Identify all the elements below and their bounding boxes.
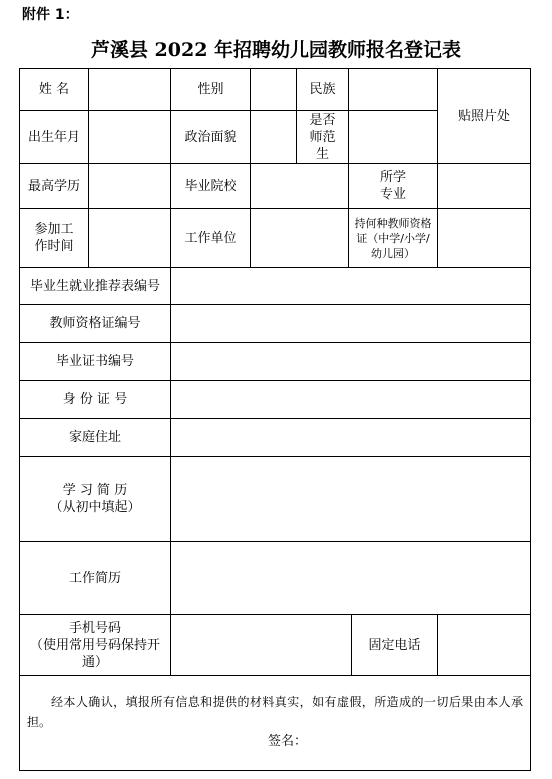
- label-diploma-no: 毕业证书编号: [19, 342, 171, 381]
- label-id-no: 身 份 证 号: [19, 380, 171, 419]
- label-gender: 性别: [170, 68, 251, 111]
- label-ethnicity: 民族: [296, 68, 349, 111]
- cert-type-field[interactable]: [437, 208, 531, 268]
- label-workplace: 工作单位: [170, 208, 251, 268]
- declaration-text: 经本人确认，填报所有信息和提供的材料真实，如有虚假，所造成的一切后果由本人承担。: [27, 695, 523, 729]
- label-work-history: 工作简历: [19, 541, 171, 615]
- label-address: 家庭住址: [19, 418, 171, 457]
- label-school: 毕业院校: [170, 163, 251, 209]
- education-field[interactable]: [88, 163, 171, 209]
- address-field[interactable]: [170, 418, 531, 457]
- label-recommendation-no: 毕业生就业推荐表编号: [19, 267, 171, 305]
- school-field[interactable]: [250, 163, 349, 209]
- label-mobile: 手机号码 （使用常用号码保持开通）: [19, 614, 171, 676]
- name-field[interactable]: [88, 68, 171, 111]
- label-cert-type: 持何种教师资格证（中学/小学/幼儿园）: [348, 208, 438, 268]
- gender-field[interactable]: [250, 68, 297, 111]
- label-study-history: 学 习 简 历 （从初中填起）: [19, 456, 171, 542]
- label-name: 姓 名: [19, 68, 89, 111]
- form-title: 芦溪县 2022 年招聘幼儿园教师报名登记表: [90, 39, 462, 61]
- ethnicity-field[interactable]: [348, 68, 438, 111]
- photo-area[interactable]: 贴照片处: [437, 68, 531, 164]
- label-major: 所学专业: [348, 163, 438, 209]
- work-history-field[interactable]: [170, 541, 531, 615]
- signature-label: 签名：: [268, 734, 308, 749]
- recommendation-no-field[interactable]: [170, 267, 531, 305]
- label-landline: 固定电话: [351, 614, 438, 676]
- study-history-field[interactable]: [170, 456, 531, 542]
- work-start-field[interactable]: [88, 208, 171, 268]
- major-field[interactable]: [437, 163, 531, 209]
- label-birth-date: 出生年月: [19, 110, 89, 164]
- mobile-field[interactable]: [170, 614, 352, 676]
- landline-field[interactable]: [437, 614, 531, 676]
- political-status-field[interactable]: [250, 110, 297, 164]
- workplace-field[interactable]: [250, 208, 349, 268]
- is-normal-student-field[interactable]: [348, 110, 438, 164]
- label-teacher-cert-no: 教师资格证编号: [19, 304, 171, 343]
- teacher-cert-no-field[interactable]: [170, 304, 531, 343]
- attachment-label: 附件 1：: [22, 7, 79, 23]
- birth-date-field[interactable]: [88, 110, 171, 164]
- label-is-normal-student: 是否师范生: [296, 110, 349, 164]
- label-political-status: 政治面貌: [170, 110, 251, 164]
- id-no-field[interactable]: [170, 380, 531, 419]
- label-work-start: 参加工作时间: [19, 208, 89, 268]
- diploma-no-field[interactable]: [170, 342, 531, 381]
- label-education: 最高学历: [19, 163, 89, 209]
